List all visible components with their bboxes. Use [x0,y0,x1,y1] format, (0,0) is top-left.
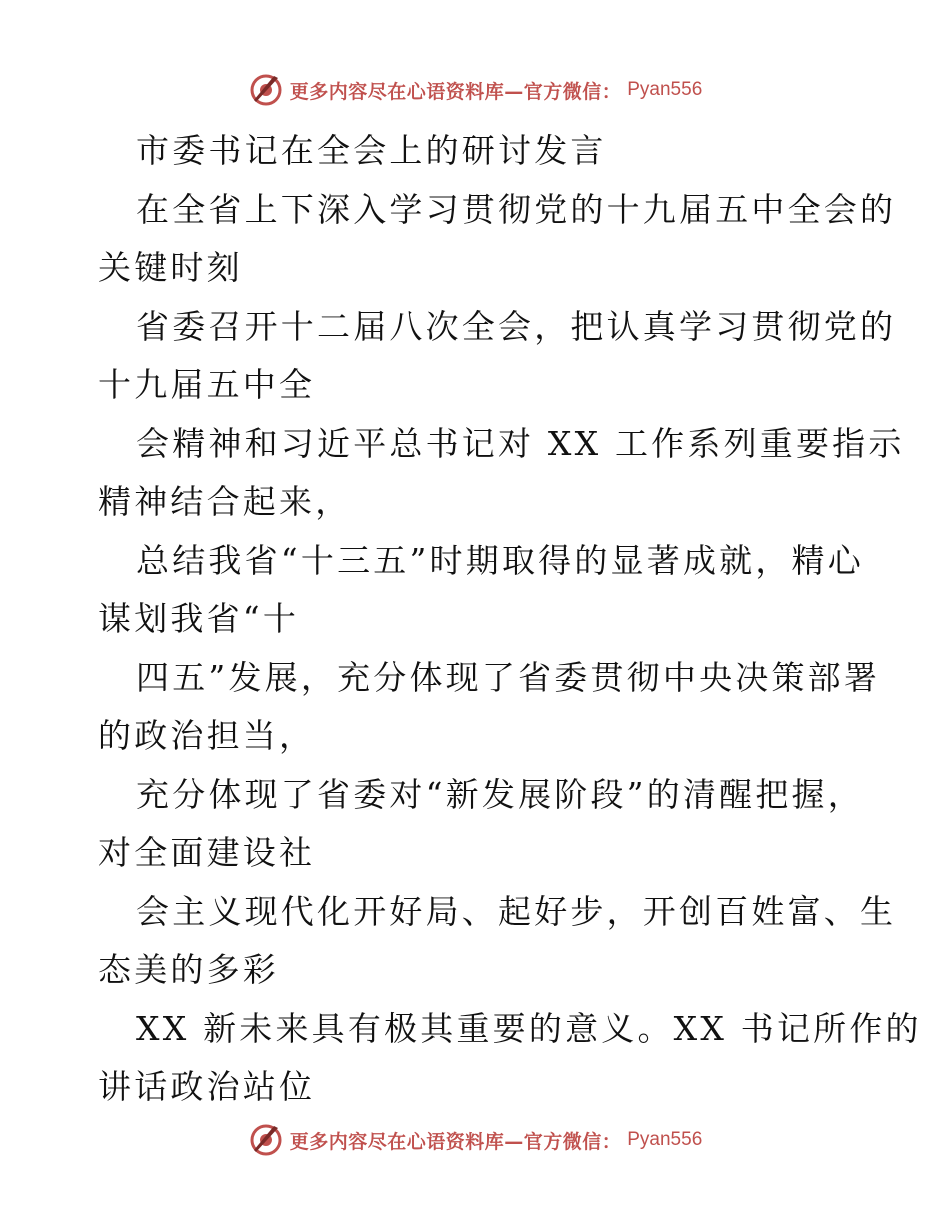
text-line: XX 新未来具有极其重要的意义。XX 书记所作的 [136,1008,922,1048]
footer-watermark [0,1120,950,1160]
text-line: 谋划我省“十 [98,599,300,638]
text-line: 精神结合起来， [98,482,352,521]
text-line: 省委召开十二届八次全会，把认真学习贯彻党的 [136,306,897,346]
watermark-text: 更多内容尽在心语资料库—官方微信： [289,1130,622,1153]
text-line: 的政治担当， [98,716,316,755]
text-line: 充分体现了省委对“新发展阶段”的清醒把握， [136,774,864,814]
text-line: 讲话政治站位 [98,1067,316,1106]
text-line: 态美的多彩 [98,950,279,989]
watermark-wechat-id: Pyan556 [627,79,703,100]
text-line: 市委书记在全会上的研讨发言 [136,131,607,170]
header-watermark [0,70,950,110]
watermark-wechat-id: Pyan556 [627,1129,703,1150]
text-line: 总结我省“十三五”时期取得的显著成就，精心 [136,540,864,580]
text-line: 对全面建设社 [98,833,316,872]
watermark-text: 更多内容尽在心语资料库—官方微信： [289,80,622,103]
quill-logo-icon [248,1122,284,1158]
text-line: 关键时刻 [98,248,243,287]
quill-logo-icon [248,72,284,108]
text-line: 会精神和习近平总书记对 XX 工作系列重要指示 [136,423,905,463]
text-line: 四五”发展，充分体现了省委贯彻中央决策部署 [136,657,881,697]
text-line: 十九届五中全 [98,365,316,404]
document-body [98,122,922,1117]
text-line: 会主义现代化开好局、起好步，开创百姓富、生 [136,891,897,931]
text-line: 在全省上下深入学习贯彻党的十九届五中全会的 [136,189,897,229]
